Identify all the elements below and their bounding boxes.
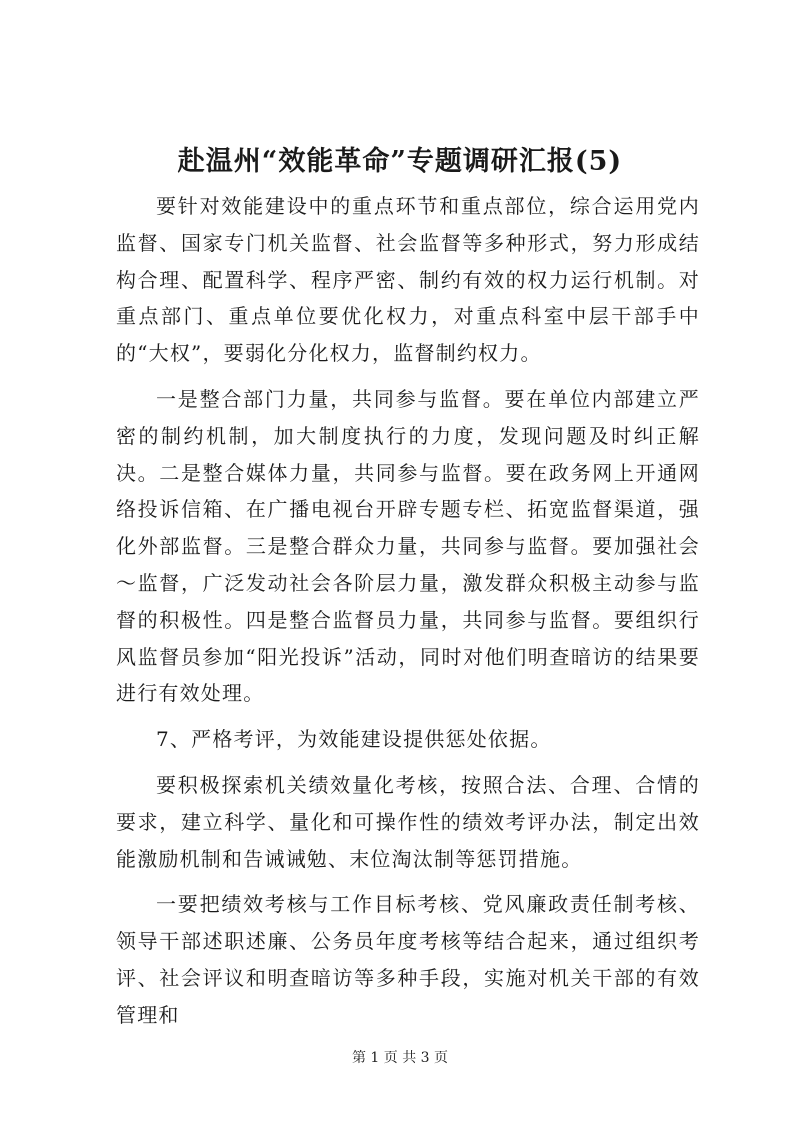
document-title: 赴温州“效能革命”专题调研汇报(5) — [177, 146, 623, 177]
paragraph-1: 要针对效能建设中的重点环节和重点部位，综合运用党内监督、国家专门机关监督、社会监督等多种形式，努力形成结构合理、配置科学、程序严密、制约有效的权力运行机制。对重点部门、重点单位要优化权力，对重点科室中层干部手中的“大权”，要弱化分化权力，监督制约权力。 — [116, 194, 700, 366]
paragraph-5: 一要把绩效考核与工作目标考核、党风廉政责任制考核、领导干部述职述廉、公务员年度考核等结合起来，通过组织考评、社会评议和明查暗访等多种手段，实施对机关干部的有效管理和 — [116, 892, 700, 1027]
document-body — [116, 188, 700, 1043]
paragraph-4: 要积极探索机关绩效量化考核，按照合法、合理、合情的要求，建立科学、量化和可操作性的绩效考评办法，制定出效能激励机制和告诫诫勉、末位淘汰制等惩罚措施。 — [116, 772, 700, 871]
page-footer: 第 1 页 共 3 页 — [351, 1050, 449, 1066]
paragraph-3: 7、严格考评，为效能建设提供惩处依据。 — [156, 727, 552, 752]
paragraph-2: 一是整合部门力量，共同参与监督。要在单位内部建立严密的制约机制，加大制度执行的力度，发现问题及时纠正解决。二是整合媒体力量，共同参与监督。要在政务网上开通网络投诉信箱、在广播电视台开辟专题专栏、拓宽监督渠道，强化外部监督。三是整合群众力量，共同参与监督。要加强社会～监督，广泛发动社会各阶层力量，激发群众积极主动参与监督的积极性。四是整合监督员力量，共同参与监督。要组织行风监督员参加“阳光投诉”活动，同时对他们明查暗访的结果要进行有效处理。 — [116, 386, 700, 706]
